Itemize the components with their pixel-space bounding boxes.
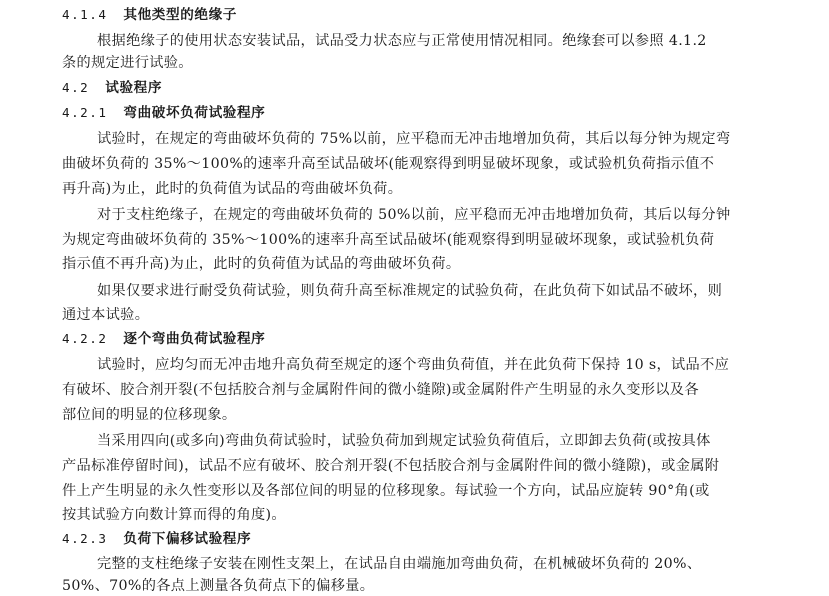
section-number: 4.2.2: [62, 331, 108, 346]
section-title: 弯曲破坏负荷试验程序: [123, 105, 266, 121]
paragraph-line: 如果仅要求进行耐受负荷试验，则负荷升高至标准规定的试验负荷，在此负荷下如试品不破坏，则: [97, 283, 723, 299]
section-number: 4.2: [62, 80, 90, 95]
paragraph-line: 产品标准停留时间)，试品不应有破坏、胶合剂开裂(不包括胶合剂与金属附件间的微小缝隙)，或金属附: [62, 458, 720, 474]
paragraph-line: 部位间的明显的位移现象。: [62, 407, 237, 423]
paragraph-line: 指示值不再升高)为止，此时的负荷值为试品的弯曲破坏负荷。: [62, 256, 461, 272]
section-title: 其他类型的绝缘子: [123, 7, 237, 23]
section-heading-4-2-2: [62, 329, 265, 349]
section-heading-4-2-1: [62, 103, 265, 123]
paragraph-line: 为规定弯曲破坏负荷的 35%～100%的速率升高至试品破坏(能观察得到明显破坏现象，或试验机负荷: [62, 232, 715, 248]
section-number: 4.1.4: [62, 7, 108, 22]
paragraph-line: 条的规定进行试验。: [62, 55, 193, 71]
paragraph-line: 按其试验方向数计算而得的角度)。: [62, 507, 286, 523]
paragraph-line: 通过本试验。: [62, 307, 150, 323]
section-number: 4.2.1: [62, 105, 108, 120]
paragraph-line: 再升高)为止，此时的负荷值为试品的弯曲破坏负荷。: [62, 181, 403, 197]
section-number: 4.2.3: [62, 531, 108, 546]
paragraph-line: 试验时，在规定的弯曲破坏负荷的 75%以前，应平稳而无冲击地增加负荷，其后以每分钟为规定弯: [97, 131, 731, 147]
section-heading-4-1-4: [62, 5, 237, 25]
paragraph-line: 曲破坏负荷的 35%～100%的速率升高至试品破坏(能观察得到明显破坏现象，或试验机负荷指示值不: [62, 156, 715, 172]
paragraph-line: 件上产生明显的永久性变形以及各部位间的明显的位移现象。每试验一个方向，试品应旋转 90°角(或: [62, 483, 710, 499]
paragraph-line: 试验时，应均匀而无冲击地升高负荷至规定的逐个弯曲负荷值，并在此负荷下保持 10 s，试品不应: [97, 357, 730, 373]
paragraph-line: 根据绝缘子的使用状态安装试品，试品受力状态应与正常使用情况相同。绝缘套可以参照 4.1.2: [97, 33, 707, 49]
section-title: 试验程序: [105, 80, 163, 96]
paragraph-line: 完整的支柱绝缘子安装在刚性支架上，在试品自由端施加弯曲负荷，在机械破坏负荷的 20%、: [97, 556, 702, 572]
paragraph-line: 对于支柱绝缘子，在规定的弯曲破坏负荷的 50%以前，应平稳而无冲击地增加负荷，其后以每分钟: [97, 207, 731, 223]
section-title: 逐个弯曲负荷试验程序: [123, 331, 266, 347]
paragraph-line: 有破坏、胶合剂开裂(不包括胶合剂与金属附件间的微小缝隙)或金属附件产生明显的永久变形以及各: [62, 382, 699, 398]
section-heading-4-2: [62, 78, 162, 98]
section-heading-4-2-3: [62, 529, 251, 549]
section-title: 负荷下偏移试验程序: [123, 531, 252, 547]
paragraph-line: 50%、70%的各点上测量各负荷点下的偏移量。: [62, 578, 375, 594]
paragraph-line: 当采用四向(或多向)弯曲负荷试验时，试验负荷加到规定试验负荷值后，立即卸去负荷(或按具体: [97, 433, 711, 449]
